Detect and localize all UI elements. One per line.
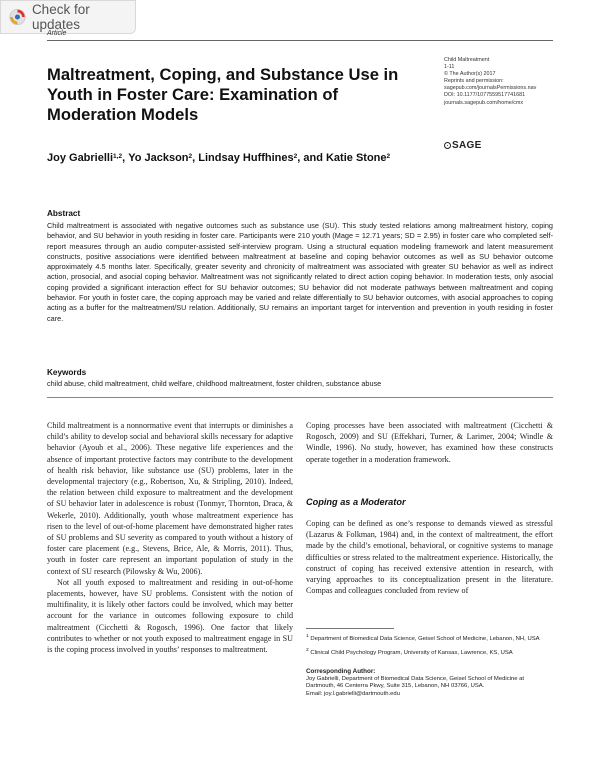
- abstract-text: Child maltreatment is associated with negative outcomes such as substance use (SU). This study tested relations among maltreatment history, coping behavior, and SU behavior in youth residing in foster care. Participants were 210 youth (Mage = 12.71 years; SD = 2.95) in foster care who completed self-report measures through an audio computer-assisted self-interview program. Using a structural equation modeling framework and latent measurement constructs, positive associations were identified between maltreatment at baseline and coping behavior outcomes as well as SU behavior outcome approximately 4.5 months later. Specifically, greater severity and chronicity of maltreatment was associated with greater SU behavior as well as indirect action, prosocial, and asocial coping behavior. Maltreatment was not significantly related to direct action coping behavior. In moderation tests, only asocial coping provided a significant interaction effect for SU behavior outcomes; SU behavior did not moderate pathways between maltreatment and coping behavior. For youth in foster care, the coping approach may be varied and relate differentially to SU behavior outcomes, with asocial approaches to coping acting as a buffer for the maltreatment/SU relation. Additionally, SU remains an important target for intervention and prevention in youth residing in foster care.: [47, 221, 553, 323]
- affiliation-footnotes: [306, 633, 553, 660]
- footnote-item: [306, 633, 553, 644]
- body-right-column-top: [306, 420, 553, 465]
- corresponding-author: [306, 668, 553, 698]
- author-separator: ,: [192, 152, 199, 164]
- publisher-logo-text: SAGE: [452, 140, 482, 151]
- author-separator: ,: [122, 152, 129, 164]
- keywords-heading: Keywords: [47, 368, 87, 377]
- check-for-updates-label: Check for updates: [31, 2, 90, 32]
- author-name: Lindsay Huffhines: [198, 152, 294, 164]
- corresponding-author-heading: Corresponding Author:: [306, 668, 376, 675]
- author-affiliation-marker: 2: [386, 153, 391, 160]
- permissions-link[interactable]: sagepub.com/journalsPermissions.nav: [444, 85, 537, 92]
- header-divider: [47, 40, 553, 41]
- body-paragraph: Coping processes have been associated with maltreatment (Cicchetti & Rogosch, 2009) and SU (Effekhari, Turner, & Larimer, 2004; Windle & Windle, 1996). No study, however, has examined how these constructs operate together in a moderation framework.: [306, 421, 553, 464]
- copyright: © The Author(s) 2017: [444, 71, 496, 78]
- footnote-divider: [306, 628, 394, 629]
- author-separator: , and: [297, 152, 326, 164]
- body-paragraph: Not all youth exposed to maltreatment and residing in out-of-home placements, however, have SU problems. Consistent with the notion of multifinality, it is likely other factors could be involved, which may better account for the variance in outcomes following exposure to child maltreatment (Cicchetti & Rogosch, 1996). One factor that likely contributes to whether or not youth exposed to maltreatment engage in SU is the coping process involved in youths’ responses to maltreatment.: [47, 577, 293, 655]
- corresponding-author-address: Joy Gabrielli, Department of Biomedical Data Science, Geisel School of Medicine at Dartmouth, 46 Centerra Pkwy, Suite 315, Lebanon, NH 03766, USA.: [306, 675, 525, 690]
- footnote-marker: 1: [306, 634, 309, 639]
- check-for-updates-button[interactable]: [0, 0, 136, 34]
- page-range: 1-11: [444, 64, 455, 71]
- journal-meta: [444, 57, 536, 107]
- reprints-label: Reprints and permission:: [444, 78, 504, 85]
- footnote-item: [306, 647, 553, 658]
- author-affiliation-marker: 2: [293, 153, 298, 160]
- journal-homepage-link[interactable]: journals.sagepub.com/home/cmx: [444, 99, 524, 106]
- author-affiliation-marker: 1,2: [113, 153, 123, 160]
- updates-badge-icon: [9, 8, 26, 26]
- author-list: [47, 152, 390, 164]
- section-subheading: Coping as a Moderator: [306, 497, 406, 507]
- author-name: Yo Jackson: [128, 152, 189, 164]
- sage-mark-icon: [444, 142, 451, 149]
- body-left-column: [47, 420, 293, 655]
- footnote-text: Clinical Child Psychology Program, University of Kansas, Lawrence, KS, USA: [310, 649, 513, 656]
- body-paragraph: Coping can be defined as one’s response to demands viewed as stressful (Lazarus & Folkman, 1984) and, in the context of maltreatment, the effort made by the child’s emotional, behavioral, or cognitive systems to manage difficulties or stress related to the maltreatment experience. Historically, the construct of coping has received extensive attention in research, with varying approaches to its conceptualization present in the literature. Compas and colleagues concluded from review of: [306, 519, 553, 596]
- publisher-logo: [444, 140, 482, 151]
- journal-name: Child Maltreatment: [444, 57, 490, 63]
- footnote-text: Department of Biomedical Data Science, Geisel School of Medicine, Lebanon, NH, USA: [310, 635, 540, 642]
- author-name: Katie Stone: [325, 152, 387, 164]
- article-title: Maltreatment, Coping, and Substance Use in Youth in Foster Care: Examination of Moderation Models: [47, 65, 399, 124]
- body-paragraph: Child maltreatment is a nonnormative event that interrupts or diminishes a child’s ability to develop social and behavioral skills necessary for adaptive behavior (Ayoub et al., 2006). These negative life experiences and the absence of important protective factors may contribute to the development of health risk behavior, like substance use (SU) problems, later in the developmental trajectory (e.g., Robertson, Xu, & Stripling, 2010). Indeed, the relation between child exposure to maltreatment and the development of SU behavior later in adolescence is robust (Tonmyr, Thornton, Draca, & Wekerle, 2010). Additionally, youth whose maltreatment experience has risen to the level of out-of-home placement have demonstrated higher rates of SU problems and SU severity as compared to youth without a history of foster care placement (e.g., Stevens, Brice, Ale, & Morris, 2011). Thus, youth in foster care represent an important population of study in the context of SU research (Pilowsky & Wu, 2006).: [47, 421, 293, 576]
- corresponding-author-email[interactable]: Email: joy.l.gabrielli@dartmouth.edu: [306, 690, 400, 697]
- author-name: Joy Gabrielli: [47, 152, 114, 164]
- abstract-heading: Abstract: [47, 209, 81, 218]
- author-affiliation-marker: 2: [188, 153, 193, 160]
- footnote-marker: 2: [306, 647, 309, 653]
- article-type-label: Article: [47, 30, 67, 37]
- keywords-text: child abuse, child maltreatment, child welfare, childhood maltreatment, foster children, substance abuse: [47, 379, 382, 388]
- body-right-column-mid: [306, 518, 553, 596]
- doi[interactable]: DOI: 10.1177/1077559517741681: [444, 92, 526, 99]
- keywords-divider: [47, 397, 553, 398]
